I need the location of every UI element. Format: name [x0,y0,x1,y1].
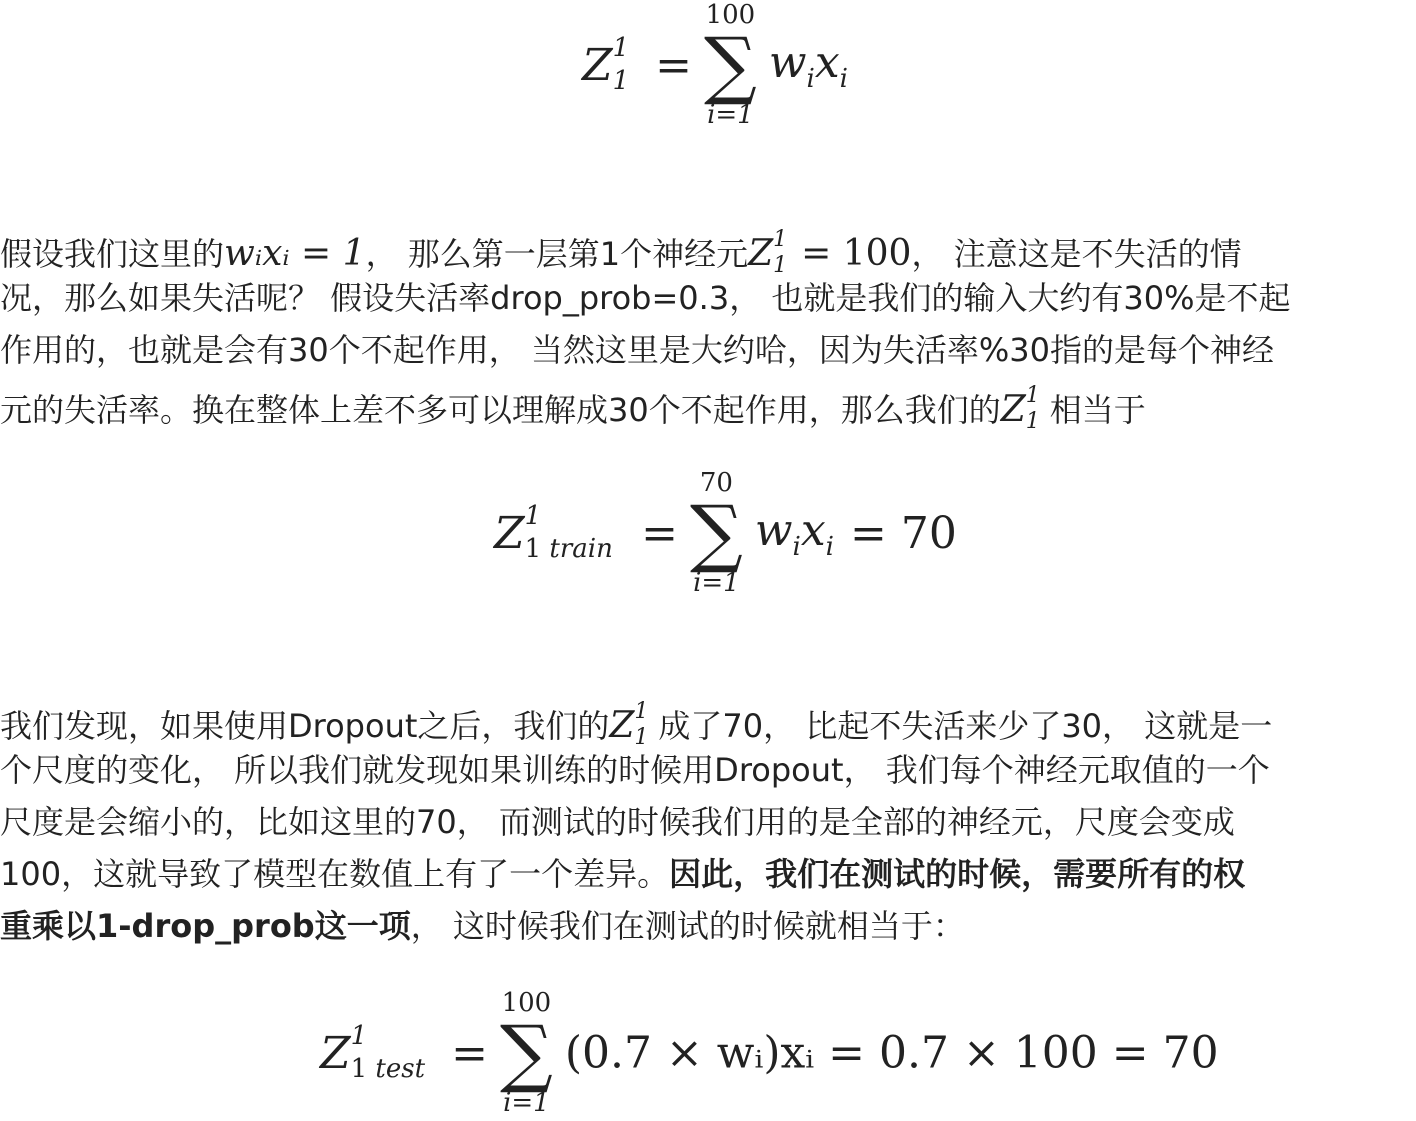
eq2-summand: $w_ix_i$ [754,504,834,562]
eq2-result: = 70 [849,507,957,559]
para1-line1: 假设我们这里的wᵢxᵢ = 1， 那么第一层第1个神经元$Z^1$ 1 = 100， 注意这是不失活的情 [0,220,1242,272]
para2-line1: 我们发现，如果使用Dropout之后，我们的$Z^1$ 1 成了70， 比起不失活来少了30， 这就是一 [0,692,1272,744]
inline-z11-c: $Z^1$ 1 [609,699,649,750]
eq3-summation: 100 ∑ i=1 [500,988,553,1118]
para2-line5: 重乘以1-drop_prob这一项， 这时候我们在测试的时候就相当于： [0,907,965,945]
eq3-equals: = [451,1027,488,1079]
equation-z-test [320,988,1219,1118]
inline-z11: $Z^1$ 1 [748,227,788,278]
bold-emphasis-1: 因此，我们在测试的时候，需要所有的权 [669,855,1246,893]
eq3-result: (0.7 × wᵢ)xᵢ = 0.7 × 100 = 70 [564,1027,1219,1079]
eq2-summation: 70 ∑ i=1 [690,468,743,598]
inline-eq-100: = 100 [801,233,912,274]
bold-emphasis-2: 重乘以1-drop_prob这一项 [0,907,411,945]
inline-wx-equals-1: wᵢxᵢ = 1 [224,233,366,274]
eq1-summand: $w_ix_i$ [768,36,848,94]
eq2-lhs: $Z^1$ 1 train [494,500,613,564]
para1-line3: 作用的，也就是会有30个不起作用， 当然这里是大约哈，因为失活率%30指的是每个神经 [0,331,1275,369]
equation-z-train [494,468,957,598]
eq1-lhs: $Z^1$ 1 [582,32,630,96]
eq2-equals: = [641,507,678,559]
equation-z-sum [582,0,848,130]
eq3-lhs: $Z^1$ 1 test [320,1020,426,1084]
eq1-summation: 100 ∑ i=1 [704,0,757,130]
para2-line3: 尺度是会缩小的，比如这里的70， 而测试的时候我们用的是全部的神经元，尺度会变成 [0,803,1235,841]
eq1-equals: = [655,39,692,91]
para1-line2: 况，那么如果失活呢？ 假设失活率drop_prob=0.3， 也就是我们的输入大约有30%是不起 [0,279,1291,317]
inline-z11-b: $Z^1$ 1 [1000,383,1040,434]
para2-line4: 100，这就导致了模型在数值上有了一个差异。因此，我们在测试的时候，需要所有的权 [0,855,1246,893]
para2-line2: 个尺度的变化， 所以我们就发现如果训练的时候用Dropout， 我们每个神经元取值的一个 [0,751,1270,789]
para1-line4: 元的失活率。换在整体上差不多可以理解成30个不起作用，那么我们的$Z^1$ 1 相当于 [0,376,1146,428]
